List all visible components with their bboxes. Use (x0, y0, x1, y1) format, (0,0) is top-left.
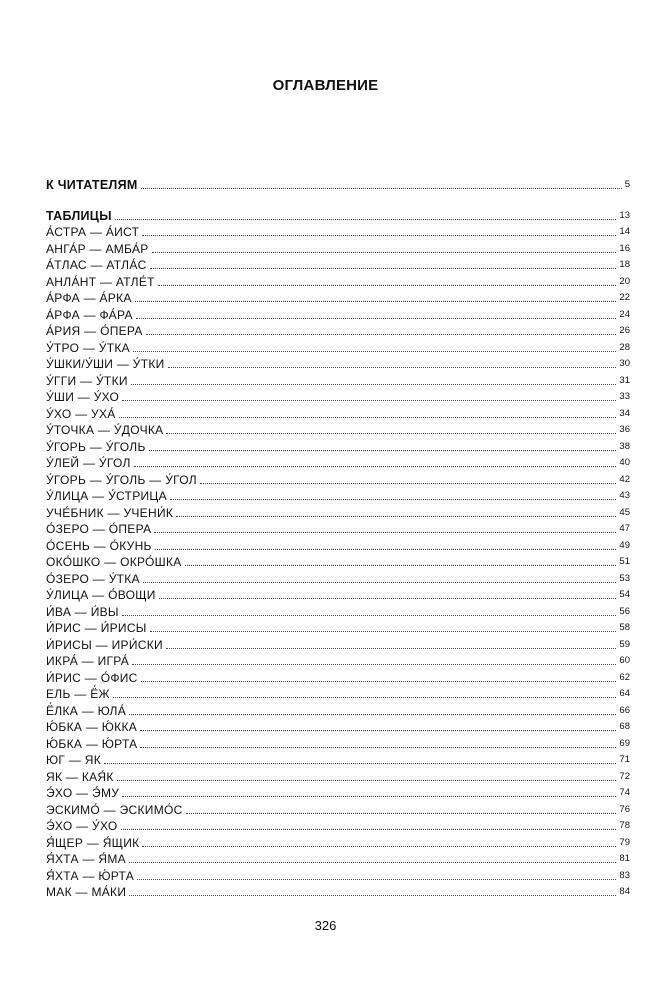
toc-entry (46, 454, 630, 471)
dot-leader (122, 615, 617, 616)
dot-leader (142, 846, 616, 847)
toc-entry (46, 586, 630, 603)
toc-entry (46, 289, 630, 306)
toc-entry-page: 62 (619, 671, 630, 683)
dot-leader (200, 483, 617, 484)
toc-entry (46, 784, 630, 801)
toc-entry-label: Ё́ЛКА — ЮЛА́ (46, 703, 127, 718)
dot-leader (141, 188, 622, 189)
toc-entry (46, 536, 630, 553)
toc-entry-label: А́РИЯ — О́ПЕРА (46, 324, 143, 338)
toc-entry-label: Я́ХТА — Ю́РТА (46, 868, 135, 883)
dot-leader (143, 582, 617, 583)
dot-leader (117, 780, 617, 781)
toc-entry-page: 60 (619, 655, 630, 666)
dot-leader (134, 466, 617, 467)
toc-entry-label: Я́ХТА — Я́МА (46, 852, 126, 866)
toc-entry-label: У́ШКИ/У́ШИ — У́ТКИ (46, 357, 165, 371)
toc-entry (46, 602, 630, 619)
toc-entry (46, 421, 630, 438)
toc-list (46, 206, 630, 899)
toc-entry-page: 13 (619, 209, 630, 221)
toc-entry-label: У́ЛЕЙ — У́ГОЛ (46, 456, 131, 470)
dot-leader (122, 400, 616, 401)
toc-entry (46, 866, 630, 883)
dot-leader (142, 235, 616, 236)
toc-entry-label: Ю́БКА — Ю́РТА (46, 736, 138, 751)
dot-leader (146, 334, 617, 335)
toc-entry-page: 56 (619, 605, 630, 617)
toc-entry (46, 470, 630, 487)
toc-entry (46, 751, 630, 768)
dot-leader (104, 763, 616, 764)
toc-entry-label: И́РИСЫ — ИРИ́СКИ (46, 637, 163, 652)
dot-leader (158, 285, 617, 286)
toc-entry-label: И́ВА — И́ВЫ (46, 604, 119, 619)
toc-entry-label: А́РФА — ФА́РА (46, 307, 133, 322)
toc-entry-label: ЮГ — ЯК (46, 753, 102, 767)
page-number: 326 (314, 918, 337, 933)
dot-leader (119, 417, 617, 418)
dot-leader (152, 252, 617, 253)
dot-leader (166, 648, 616, 649)
toc-entry-page: 42 (619, 473, 630, 485)
toc-entry-page: 26 (619, 325, 630, 336)
toc-entry (46, 767, 630, 784)
toc-entry-page: 14 (619, 226, 630, 237)
dot-leader (149, 450, 617, 451)
dot-leader (129, 714, 616, 715)
dot-leader (185, 565, 617, 566)
toc-entry-label: МАК — МА́КИ (46, 885, 127, 899)
toc-entry (46, 718, 630, 735)
dot-leader (122, 796, 616, 797)
toc-entry (46, 305, 630, 322)
toc-entry (46, 223, 630, 240)
dot-leader (170, 499, 617, 500)
dot-leader (154, 532, 616, 533)
toc-entry-page: 66 (619, 704, 630, 716)
toc-entry (46, 503, 630, 520)
toc-entry (46, 206, 630, 223)
toc-entry-page: 76 (619, 803, 630, 815)
toc-entry (46, 388, 630, 405)
dot-leader (159, 598, 617, 599)
toc-entry-page: 49 (619, 539, 630, 551)
toc-entry (46, 338, 630, 355)
toc-entry (46, 487, 630, 504)
toc-entry-label: ЭСКИМО́ — ЭСКИМО́С (46, 802, 183, 817)
toc-entry-label: А́РФА — А́РКА (46, 291, 132, 305)
toc-entry-label: У́ХО — УХА́ (46, 406, 116, 421)
dot-leader (168, 367, 617, 368)
toc-entry-label: И́РИС — О́ФИС (46, 670, 138, 685)
toc-entry-label: О́ЗЕРО — О́ПЕРА (46, 522, 152, 536)
toc-entry-page: 79 (619, 836, 630, 848)
dot-leader (140, 730, 616, 731)
toc-entry-label: ОКО́ШКО — ОКРО́ШКА (46, 555, 182, 569)
toc-entry (46, 734, 630, 751)
toc-entry (46, 256, 630, 273)
toc-entry-page: 31 (619, 374, 630, 386)
dot-leader (155, 549, 617, 550)
toc-entry-page: 59 (619, 638, 630, 650)
toc-entry-page: 69 (619, 737, 630, 749)
toc-entry-page: 72 (619, 770, 630, 782)
toc-entry-page: 16 (619, 242, 630, 254)
toc-entry-page: 78 (619, 820, 630, 831)
toc-entry (46, 833, 630, 850)
toc-entry (46, 668, 630, 685)
toc-entry-page: 53 (619, 572, 630, 584)
toc-entry-page: 20 (619, 275, 630, 287)
toc-entry-label: ЯК — КАЯ́К (46, 769, 114, 784)
dot-leader (135, 301, 617, 302)
toc-entry-page: 74 (619, 787, 630, 798)
toc-entry-page: 54 (619, 589, 630, 600)
toc-entry-page: 84 (619, 886, 630, 897)
toc-entry-label: У́ГГИ — У́ТКИ (46, 373, 128, 388)
toc-intro (46, 175, 630, 192)
dot-leader (150, 268, 617, 269)
toc-entry (46, 272, 630, 289)
toc-entry-page: 30 (619, 358, 630, 369)
toc-entry-label: И́РИС — И́РИСЫ (46, 621, 147, 635)
toc-entry-label: А́СТРА — А́ИСТ (46, 225, 140, 239)
toc-entry (46, 850, 630, 867)
toc-entry-page: 71 (619, 754, 630, 765)
toc-entry (46, 652, 630, 669)
toc-entry (46, 355, 630, 372)
toc-entry-label: АНГА́Р — АМБА́Р (46, 241, 149, 256)
toc-entry (46, 800, 630, 817)
toc-entry-label: Э́ХО — Э́МУ (46, 786, 120, 800)
toc-entry-page: 38 (619, 440, 630, 452)
toc-entry-page: 34 (619, 407, 630, 419)
toc-entry (46, 817, 630, 834)
toc-entry-page: 45 (619, 506, 630, 518)
dot-leader (141, 681, 617, 682)
toc-entry-page: 68 (619, 721, 630, 732)
toc-entry-label: УЧЕ́БНИК — УЧЕНИ́К (46, 505, 174, 520)
toc-entry (46, 239, 630, 256)
dot-leader (129, 862, 616, 863)
toc-entry-page: 36 (619, 424, 630, 435)
toc-entry-page: 51 (619, 556, 630, 567)
toc-entry (46, 685, 630, 702)
toc-entry-page: 83 (619, 869, 630, 881)
dot-leader (186, 813, 617, 814)
dot-leader (137, 879, 616, 880)
dot-leader (132, 664, 616, 665)
toc-entry (46, 553, 630, 570)
toc-entry-label: У́ЛИЦА — У́СТРИЦА (46, 489, 167, 503)
toc-entry-page: 64 (619, 688, 630, 699)
toc-entry (46, 437, 630, 454)
dot-leader (136, 318, 617, 319)
toc-entry-label: АНЛА́НТ — АТЛЕ́Т (46, 274, 155, 289)
toc-entry (46, 520, 630, 537)
toc-entry (46, 175, 630, 192)
toc-entry-label: Я́ЩЕР — Я́ЩИК (46, 835, 140, 850)
dot-leader (113, 697, 617, 698)
toc-entry-label: О́ЗЕРО — У́ТКА (46, 571, 140, 586)
toc-entry-label: ИКРА́ — ИГРА́ (46, 654, 130, 668)
toc-entry (46, 619, 630, 636)
toc-entry (46, 371, 630, 388)
toc-entry (46, 635, 630, 652)
toc-entry-label: У́ЛИЦА — О́ВОЩИ (46, 588, 156, 602)
toc-entry-label: У́ТРО — У́ТКА (46, 340, 130, 355)
dot-leader (131, 384, 617, 385)
dot-leader (150, 631, 617, 632)
toc-entry-label: У́ГОРЬ — У́ГОЛЬ — У́ГОЛ (46, 472, 197, 487)
toc-entry-page: 40 (619, 457, 630, 468)
toc-entry-label: Ю́БКА — Ю́ККА (46, 720, 138, 734)
dot-leader (140, 747, 616, 748)
toc-entry (46, 322, 630, 339)
toc-entry-page: 43 (619, 490, 630, 501)
toc-entry-page: 81 (619, 853, 630, 864)
dot-leader (129, 895, 616, 896)
toc-entry-page: 47 (619, 523, 630, 534)
dot-leader (166, 433, 616, 434)
toc-entry-page: 58 (619, 622, 630, 633)
dot-leader (115, 219, 617, 220)
toc-entry-label: У́ГОРЬ — У́ГОЛЬ (46, 439, 146, 454)
toc-entry-page: 24 (619, 308, 630, 320)
toc-entry-label: О́СЕНЬ — О́КУНЬ (46, 538, 152, 553)
toc-entry-page: 28 (619, 341, 630, 353)
toc-entry (46, 404, 630, 421)
toc-entry-label: А́ТЛАС — АТЛА́С (46, 258, 147, 272)
toc-entry-page: 5 (624, 178, 630, 190)
toc-entry-label: У́ТОЧКА — У́ДОЧКА (46, 423, 164, 437)
page-title: ОГЛАВЛЕНИЕ (272, 77, 379, 94)
toc-entry (46, 701, 630, 718)
toc-entry-label: ТАБЛИЦЫ (46, 208, 112, 223)
toc-entry-page: 33 (619, 391, 630, 402)
dot-leader (176, 516, 616, 517)
toc-entry-page: 18 (619, 259, 630, 270)
toc-entry-label: ЕЛЬ — Ё́Ж (46, 687, 110, 701)
toc-entry (46, 883, 630, 900)
dot-leader (133, 351, 616, 352)
toc-entry-page: 22 (619, 292, 630, 303)
toc-entry-label: Э́ХО — У́ХО (46, 819, 118, 833)
dot-leader (121, 829, 617, 830)
toc-entry-label: К ЧИТАТЕЛЯМ (46, 177, 138, 192)
toc-entry (46, 569, 630, 586)
toc-entry-label: У́ШИ — У́ХО (46, 390, 120, 404)
